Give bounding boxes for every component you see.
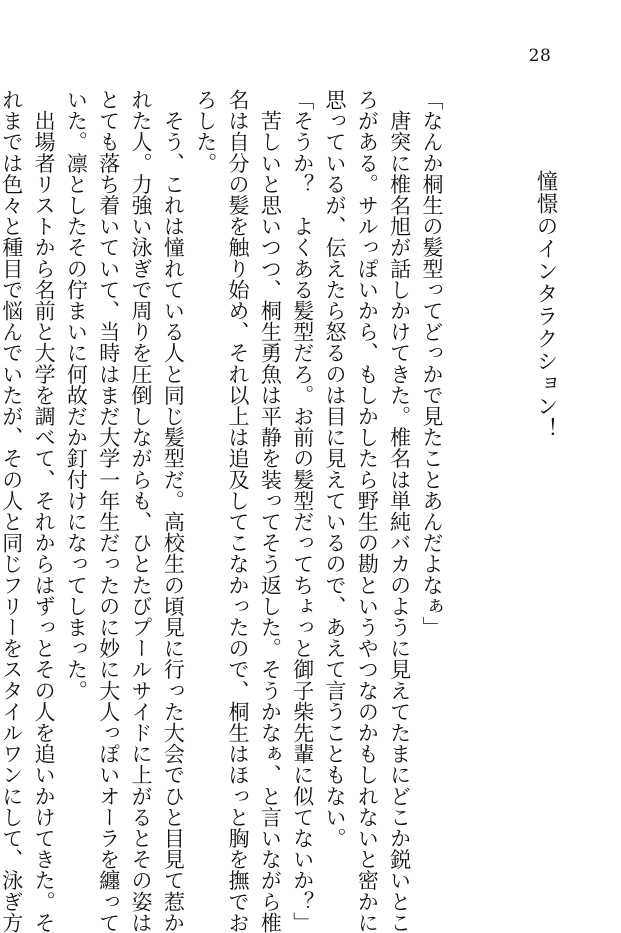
page-number: 28 [528,46,552,66]
text-line: 唐突に椎名旭が話しかけてきた。椎名は単純バカのように見えてたまにどこか鋭いとこ [387,89,412,933]
text-line: 「なんか桐生の髪型ってどっかで見たことあんだよなぁ」 [420,89,444,638]
text-line: そう、これは憧れている人と同じ髪型だ。高校生の頃見に行った大会でひと目見て惹か [161,89,186,933]
text-line: 出場者リストから名前と大学を調べて、それからはずっとその人を追いかけてきた。そ [32,89,57,933]
text-line: ろがある。サルっぽいから、もしかしたら野生の勘というやつなのかもしれないと密かに [355,89,380,933]
text-line: れた人。力強い泳ぎで周りを圧倒しながらも、ひとたびプールサイドに上がるとその姿は [129,89,154,933]
text-line: 思っているが、伝えたら怒るのは目に見えているので、あえて言うこともない。 [323,89,348,849]
chapter-title: 憧憬のインタラクション！ [533,170,558,440]
text-line: ろした。 [193,89,218,174]
text-line: 名は自分の髪を触り始め、それ以上は追及してこなかったので、桐生はほっと胸を撫でお [226,89,251,933]
text-line: れまでは色々と種目で悩んでいたが、その人と同じフリーをスタイルワンにして、泳ぎ方 [0,89,24,933]
body-text [0,89,448,933]
text-line: 苦しいと思いつつ、桐生勇魚は平静を装ってそう返した。そうかなぁ、と言いながら椎 [258,89,283,933]
text-line: とても落ち着いていて、当時はまだ大学一年生だったのに妙に大人っぽいオーラを纏って [96,89,121,933]
text-line: いた。凛としたその佇まいに何故だか釘付けになってしまった。 [64,89,89,701]
text-line: 「そうか？ よくある髪型だろ。お前の髪型だってちょっと御子柴先輩に似てないか？」 [290,89,315,933]
